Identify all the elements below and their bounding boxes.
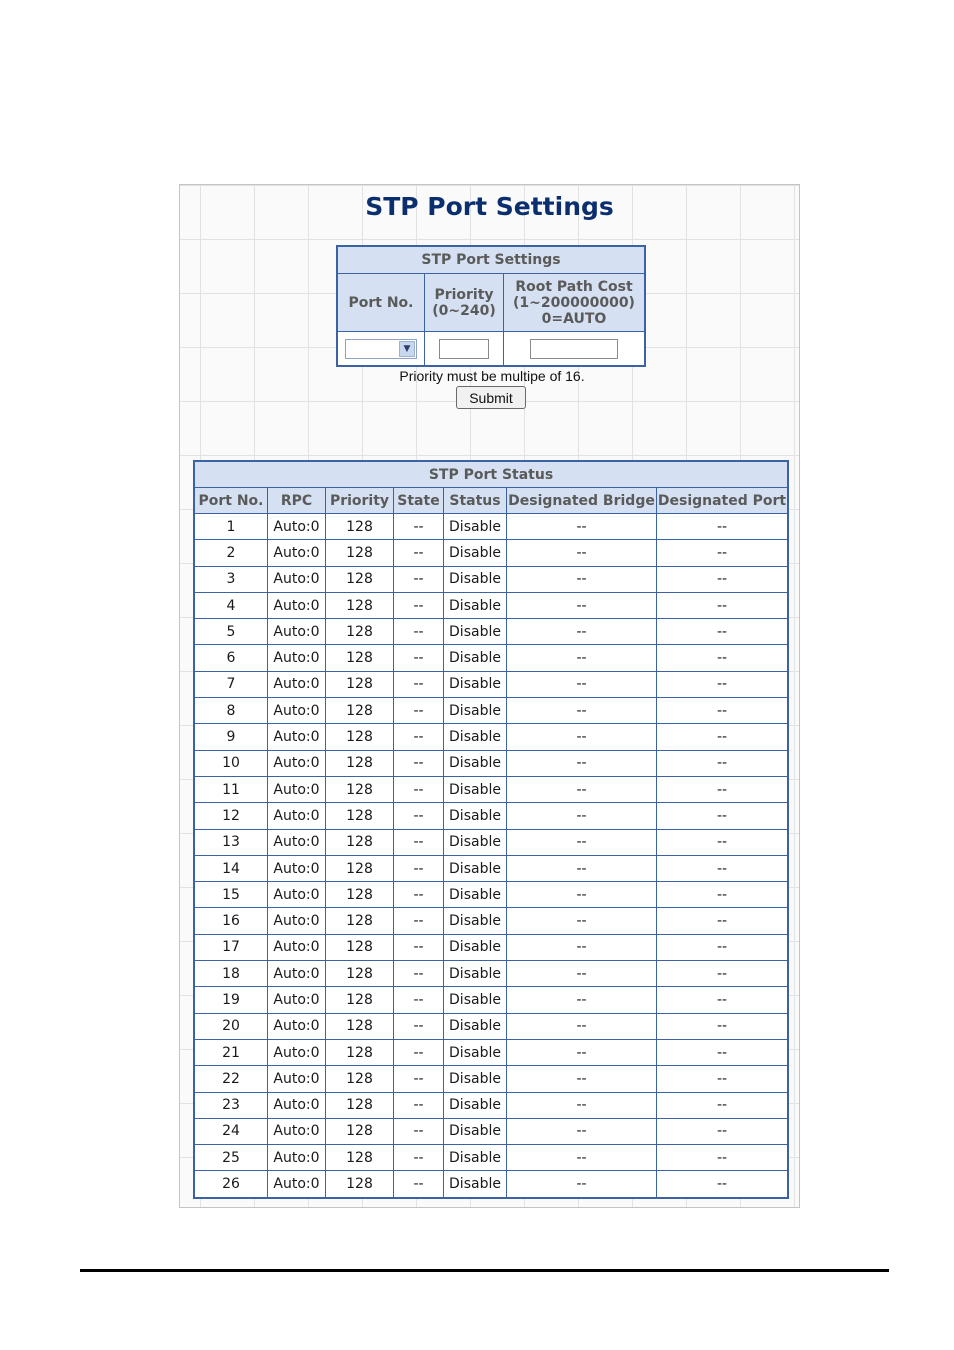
root-path-cost-input-cell [504, 332, 646, 366]
cell-state: -- [394, 698, 444, 724]
cell-designated-port: -- [657, 934, 789, 960]
cell-priority: 128 [326, 1171, 394, 1198]
cell-priority: 128 [326, 776, 394, 802]
col-port-no: Port No. [194, 488, 268, 514]
cell-designated-bridge: -- [507, 1013, 657, 1039]
cell-status: Disable [444, 698, 507, 724]
cell-priority: 128 [326, 619, 394, 645]
cell-state: -- [394, 987, 444, 1013]
cell-priority: 128 [326, 1066, 394, 1092]
table-row [194, 592, 788, 618]
cell-priority: 128 [326, 1118, 394, 1144]
cell-status: Disable [444, 514, 507, 540]
cell-rpc: Auto:0 [268, 671, 326, 697]
cell-rpc: Auto:0 [268, 1013, 326, 1039]
cell-port-no: 3 [194, 566, 268, 592]
cell-designated-port: -- [657, 1039, 789, 1065]
cell-rpc: Auto:0 [268, 540, 326, 566]
status-caption: STP Port Status [194, 461, 788, 488]
cell-designated-port: -- [657, 724, 789, 750]
cell-status: Disable [444, 1145, 507, 1171]
cell-status: Disable [444, 645, 507, 671]
cell-state: -- [394, 855, 444, 881]
cell-state: -- [394, 776, 444, 802]
cell-designated-bridge: -- [507, 1066, 657, 1092]
col-designated-port: Designated Port [657, 488, 789, 514]
cell-state: -- [394, 514, 444, 540]
cell-designated-port: -- [657, 882, 789, 908]
table-row [194, 855, 788, 881]
cell-state: -- [394, 908, 444, 934]
cell-designated-port: -- [657, 1171, 789, 1198]
cell-designated-port: -- [657, 829, 789, 855]
cell-state: -- [394, 803, 444, 829]
cell-status: Disable [444, 1013, 507, 1039]
cell-port-no: 24 [194, 1118, 268, 1144]
cell-designated-bridge: -- [507, 671, 657, 697]
cell-designated-port: -- [657, 987, 789, 1013]
header-priority-range: (0~240) [432, 302, 496, 319]
table-row [194, 1039, 788, 1065]
port-select-cell [337, 332, 425, 366]
cell-state: -- [394, 1118, 444, 1144]
cell-rpc: Auto:0 [268, 514, 326, 540]
cell-status: Disable [444, 566, 507, 592]
col-status: Status [444, 488, 507, 514]
cell-designated-bridge: -- [507, 1171, 657, 1198]
cell-priority: 128 [326, 882, 394, 908]
table-row [194, 750, 788, 776]
table-row [194, 1171, 788, 1198]
col-designated-bridge: Designated Bridge [507, 488, 657, 514]
cell-designated-bridge: -- [507, 514, 657, 540]
cell-port-no: 9 [194, 724, 268, 750]
cell-priority: 128 [326, 803, 394, 829]
cell-status: Disable [444, 829, 507, 855]
cell-rpc: Auto:0 [268, 934, 326, 960]
cell-designated-bridge: -- [507, 803, 657, 829]
cell-rpc: Auto:0 [268, 645, 326, 671]
cell-designated-port: -- [657, 1013, 789, 1039]
cell-designated-bridge: -- [507, 882, 657, 908]
table-row [194, 645, 788, 671]
cell-state: -- [394, 750, 444, 776]
table-row [194, 934, 788, 960]
cell-designated-port: -- [657, 698, 789, 724]
cell-status: Disable [444, 961, 507, 987]
cell-status: Disable [444, 882, 507, 908]
cell-designated-port: -- [657, 1145, 789, 1171]
cell-status: Disable [444, 934, 507, 960]
cell-status: Disable [444, 1092, 507, 1118]
cell-port-no: 21 [194, 1039, 268, 1065]
cell-designated-port: -- [657, 592, 789, 618]
table-row [194, 987, 788, 1013]
cell-priority: 128 [326, 592, 394, 618]
cell-priority: 128 [326, 540, 394, 566]
cell-priority: 128 [326, 987, 394, 1013]
cell-port-no: 22 [194, 1066, 268, 1092]
cell-rpc: Auto:0 [268, 908, 326, 934]
cell-priority: 128 [326, 1145, 394, 1171]
status-rows [194, 514, 788, 1198]
cell-designated-port: -- [657, 566, 789, 592]
root-path-cost-input[interactable] [530, 339, 618, 359]
cell-state: -- [394, 645, 444, 671]
footer-divider [80, 1269, 889, 1272]
cell-rpc: Auto:0 [268, 1171, 326, 1198]
cell-designated-port: -- [657, 961, 789, 987]
stp-port-status-table [193, 460, 789, 1199]
cell-priority: 128 [326, 934, 394, 960]
cell-state: -- [394, 540, 444, 566]
cell-designated-bridge: -- [507, 987, 657, 1013]
cell-status: Disable [444, 1118, 507, 1144]
cell-status: Disable [444, 540, 507, 566]
cell-designated-bridge: -- [507, 724, 657, 750]
table-row [194, 776, 788, 802]
cell-rpc: Auto:0 [268, 1039, 326, 1065]
table-row [194, 1092, 788, 1118]
cell-port-no: 6 [194, 645, 268, 671]
cell-state: -- [394, 592, 444, 618]
col-state: State [394, 488, 444, 514]
cell-designated-bridge: -- [507, 934, 657, 960]
table-row [194, 1145, 788, 1171]
cell-status: Disable [444, 1039, 507, 1065]
cell-designated-bridge: -- [507, 566, 657, 592]
cell-designated-port: -- [657, 645, 789, 671]
cell-priority: 128 [326, 961, 394, 987]
cell-state: -- [394, 1039, 444, 1065]
cell-status: Disable [444, 855, 507, 881]
cell-status: Disable [444, 750, 507, 776]
cell-rpc: Auto:0 [268, 724, 326, 750]
cell-designated-port: -- [657, 1118, 789, 1144]
cell-designated-port: -- [657, 1066, 789, 1092]
cell-port-no: 11 [194, 776, 268, 802]
cell-state: -- [394, 882, 444, 908]
cell-priority: 128 [326, 1013, 394, 1039]
cell-designated-bridge: -- [507, 829, 657, 855]
cell-rpc: Auto:0 [268, 1092, 326, 1118]
table-row [194, 882, 788, 908]
cell-priority: 128 [326, 750, 394, 776]
cell-status: Disable [444, 592, 507, 618]
table-row [194, 671, 788, 697]
cell-state: -- [394, 961, 444, 987]
cell-state: -- [394, 829, 444, 855]
cell-state: -- [394, 566, 444, 592]
cell-designated-bridge: -- [507, 908, 657, 934]
cell-port-no: 23 [194, 1092, 268, 1118]
cell-priority: 128 [326, 645, 394, 671]
cell-port-no: 26 [194, 1171, 268, 1198]
table-row [194, 1013, 788, 1039]
cell-priority: 128 [326, 829, 394, 855]
cell-port-no: 10 [194, 750, 268, 776]
cell-designated-port: -- [657, 671, 789, 697]
cell-priority: 128 [326, 514, 394, 540]
table-row [194, 829, 788, 855]
cell-state: -- [394, 934, 444, 960]
cell-rpc: Auto:0 [268, 803, 326, 829]
cell-priority: 128 [326, 908, 394, 934]
settings-caption: STP Port Settings [337, 246, 645, 274]
cell-designated-port: -- [657, 776, 789, 802]
cell-rpc: Auto:0 [268, 592, 326, 618]
cell-designated-bridge: -- [507, 855, 657, 881]
cell-port-no: 12 [194, 803, 268, 829]
cell-designated-bridge: -- [507, 540, 657, 566]
table-row [194, 1066, 788, 1092]
cell-rpc: Auto:0 [268, 750, 326, 776]
cell-rpc: Auto:0 [268, 566, 326, 592]
cell-rpc: Auto:0 [268, 987, 326, 1013]
table-row [194, 803, 788, 829]
cell-status: Disable [444, 908, 507, 934]
submit-button[interactable]: Submit [456, 386, 526, 409]
cell-rpc: Auto:0 [268, 1118, 326, 1144]
cell-port-no: 16 [194, 908, 268, 934]
port-no-select[interactable] [345, 339, 417, 359]
priority-input-cell [425, 332, 504, 366]
cell-designated-bridge: -- [507, 1145, 657, 1171]
stp-port-settings-form [336, 245, 646, 367]
cell-port-no: 17 [194, 934, 268, 960]
cell-designated-port: -- [657, 908, 789, 934]
table-row [194, 540, 788, 566]
cell-designated-bridge: -- [507, 1118, 657, 1144]
cell-status: Disable [444, 619, 507, 645]
cell-port-no: 19 [194, 987, 268, 1013]
cell-designated-bridge: -- [507, 698, 657, 724]
table-row [194, 724, 788, 750]
cell-rpc: Auto:0 [268, 961, 326, 987]
cell-state: -- [394, 1145, 444, 1171]
cell-designated-bridge: -- [507, 1039, 657, 1065]
table-row [194, 961, 788, 987]
cell-port-no: 2 [194, 540, 268, 566]
cell-priority: 128 [326, 724, 394, 750]
cell-port-no: 5 [194, 619, 268, 645]
page-title: STP Port Settings [365, 192, 614, 221]
cell-status: Disable [444, 671, 507, 697]
cell-rpc: Auto:0 [268, 829, 326, 855]
cell-status: Disable [444, 776, 507, 802]
cell-rpc: Auto:0 [268, 698, 326, 724]
stp-port-panel [179, 184, 800, 1208]
header-priority [425, 274, 504, 332]
cell-status: Disable [444, 987, 507, 1013]
cell-rpc: Auto:0 [268, 882, 326, 908]
cell-state: -- [394, 1013, 444, 1039]
table-row [194, 619, 788, 645]
header-port-no: Port No. [337, 274, 425, 332]
table-row [194, 566, 788, 592]
cell-designated-bridge: -- [507, 1092, 657, 1118]
cell-designated-port: -- [657, 1092, 789, 1118]
cell-rpc: Auto:0 [268, 1145, 326, 1171]
cell-designated-port: -- [657, 619, 789, 645]
cell-port-no: 20 [194, 1013, 268, 1039]
cell-port-no: 4 [194, 592, 268, 618]
header-rpc-label: Root Path Cost [515, 278, 633, 295]
cell-designated-bridge: -- [507, 592, 657, 618]
cell-priority: 128 [326, 698, 394, 724]
cell-port-no: 8 [194, 698, 268, 724]
cell-status: Disable [444, 724, 507, 750]
cell-priority: 128 [326, 1092, 394, 1118]
cell-state: -- [394, 1092, 444, 1118]
cell-designated-port: -- [657, 750, 789, 776]
cell-status: Disable [444, 1066, 507, 1092]
cell-state: -- [394, 1066, 444, 1092]
cell-rpc: Auto:0 [268, 1066, 326, 1092]
priority-note: Priority must be multipe of 16. [399, 368, 585, 384]
cell-state: -- [394, 671, 444, 697]
cell-designated-bridge: -- [507, 645, 657, 671]
cell-state: -- [394, 724, 444, 750]
cell-designated-bridge: -- [507, 750, 657, 776]
cell-priority: 128 [326, 1039, 394, 1065]
cell-priority: 128 [326, 671, 394, 697]
cell-status: Disable [444, 1171, 507, 1198]
col-priority: Priority [326, 488, 394, 514]
cell-designated-bridge: -- [507, 619, 657, 645]
cell-port-no: 25 [194, 1145, 268, 1171]
cell-port-no: 1 [194, 514, 268, 540]
priority-input[interactable] [439, 339, 489, 359]
cell-designated-port: -- [657, 803, 789, 829]
table-row [194, 698, 788, 724]
table-row [194, 1118, 788, 1144]
cell-port-no: 7 [194, 671, 268, 697]
cell-designated-bridge: -- [507, 776, 657, 802]
chevron-down-icon[interactable]: ▼ [399, 341, 415, 357]
cell-status: Disable [444, 803, 507, 829]
cell-designated-port: -- [657, 540, 789, 566]
table-row [194, 514, 788, 540]
cell-port-no: 13 [194, 829, 268, 855]
cell-rpc: Auto:0 [268, 619, 326, 645]
cell-priority: 128 [326, 566, 394, 592]
cell-port-no: 14 [194, 855, 268, 881]
cell-port-no: 18 [194, 961, 268, 987]
header-root-path-cost [504, 274, 646, 332]
cell-rpc: Auto:0 [268, 776, 326, 802]
header-rpc-auto: 0=AUTO [541, 310, 607, 327]
cell-priority: 128 [326, 855, 394, 881]
cell-state: -- [394, 619, 444, 645]
cell-designated-bridge: -- [507, 961, 657, 987]
table-row [194, 908, 788, 934]
cell-state: -- [394, 1171, 444, 1198]
header-rpc-range: (1~200000000) [513, 294, 635, 311]
cell-port-no: 15 [194, 882, 268, 908]
cell-designated-port: -- [657, 514, 789, 540]
cell-designated-port: -- [657, 855, 789, 881]
cell-rpc: Auto:0 [268, 855, 326, 881]
col-rpc: RPC [268, 488, 326, 514]
header-priority-label: Priority [434, 286, 494, 303]
